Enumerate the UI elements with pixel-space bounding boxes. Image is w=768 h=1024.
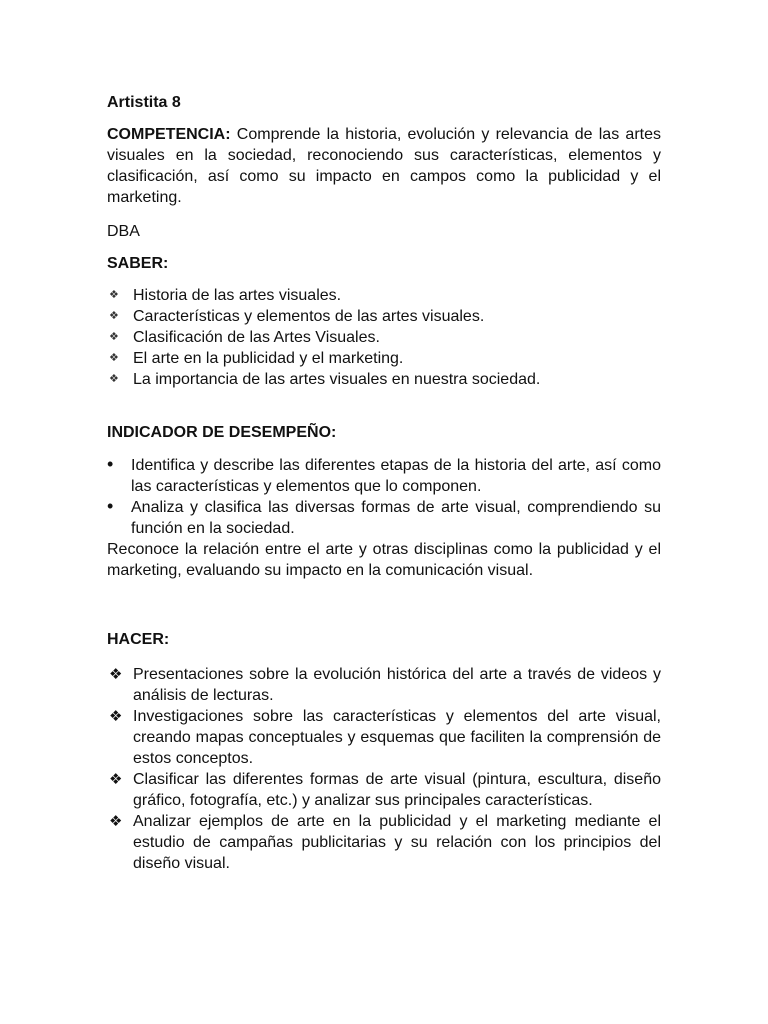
list-item xyxy=(107,285,661,306)
list-item-text: Identifica y describe las diferentes etapas de la historia del arte, así como las características y elementos que lo componen. xyxy=(131,457,661,495)
hacer-heading: HACER: xyxy=(107,631,170,648)
diamond-bullet-icon: ❖ xyxy=(109,708,123,725)
indicador-heading: INDICADOR DE DESEMPEÑO: xyxy=(107,424,337,441)
list-item xyxy=(107,327,661,348)
list-item xyxy=(107,664,661,706)
list-item-text: Clasificar las diferentes formas de arte visual (pintura, escultura, diseño gráfico, fotografía, etc.) y analizar sus principales características. xyxy=(133,771,661,809)
competencia-label: COMPETENCIA: xyxy=(107,126,231,143)
diamond-bullet-icon: ❖ xyxy=(109,331,119,343)
indicador-list xyxy=(107,455,661,539)
list-item-text: Presentaciones sobre la evolución histórica del arte a través de videos y análisis de lecturas. xyxy=(133,666,661,704)
list-item-text: Analizar ejemplos de arte en la publicidad y el marketing mediante el estudio de campañas publicitarias y su relación con los principios del diseño visual. xyxy=(133,813,661,872)
list-item xyxy=(107,706,661,769)
diamond-bullet-icon: ❖ xyxy=(109,771,123,788)
diamond-bullet-icon: ❖ xyxy=(109,373,119,385)
list-item xyxy=(107,369,661,390)
indicador-paragraph: Reconoce la relación entre el arte y otras disciplinas como la publicidad y el marketing, evaluando su impacto en la comunicación visual. xyxy=(107,541,661,579)
list-item-text: Analiza y clasifica las diversas formas de arte visual, comprendiendo su función en la sociedad. xyxy=(131,499,661,537)
list-item-text: Historia de las artes visuales. xyxy=(133,287,342,304)
list-item xyxy=(107,348,661,369)
list-item xyxy=(107,769,661,811)
list-item xyxy=(107,306,661,327)
diamond-bullet-icon: ❖ xyxy=(109,352,119,364)
hacer-list xyxy=(107,664,661,874)
dot-bullet-icon: • xyxy=(107,496,114,516)
competencia-paragraph xyxy=(107,124,661,208)
list-item-text: Clasificación de las Artes Visuales. xyxy=(133,329,380,346)
list-item-text: Características y elementos de las artes visuales. xyxy=(133,308,485,325)
list-item-text: El arte en la publicidad y el marketing. xyxy=(133,350,404,367)
saber-heading: SABER: xyxy=(107,255,169,272)
list-item-text: La importancia de las artes visuales en nuestra sociedad. xyxy=(133,371,541,388)
list-item xyxy=(107,811,661,874)
document-content xyxy=(107,92,661,874)
diamond-bullet-icon: ❖ xyxy=(109,813,123,830)
list-item xyxy=(107,497,661,539)
competencia-text: Comprende la historia, evolución y relevancia de las artes visuales en la sociedad, reconociendo sus características, elementos y clasificación, así como su impacto en campos como la publicidad y el marketing. xyxy=(107,126,661,206)
saber-list xyxy=(107,285,661,390)
list-item-text: Investigaciones sobre las características y elementos del arte visual, creando mapas conceptuales y esquemas que faciliten la comprensión de estos conceptos. xyxy=(133,708,661,767)
list-item xyxy=(107,455,661,497)
document-title: Artistita 8 xyxy=(107,94,181,111)
diamond-bullet-icon: ❖ xyxy=(109,310,119,322)
diamond-bullet-icon: ❖ xyxy=(109,289,119,301)
diamond-bullet-icon: ❖ xyxy=(109,666,123,683)
dot-bullet-icon: • xyxy=(107,454,114,474)
dba-label: DBA xyxy=(107,223,140,240)
